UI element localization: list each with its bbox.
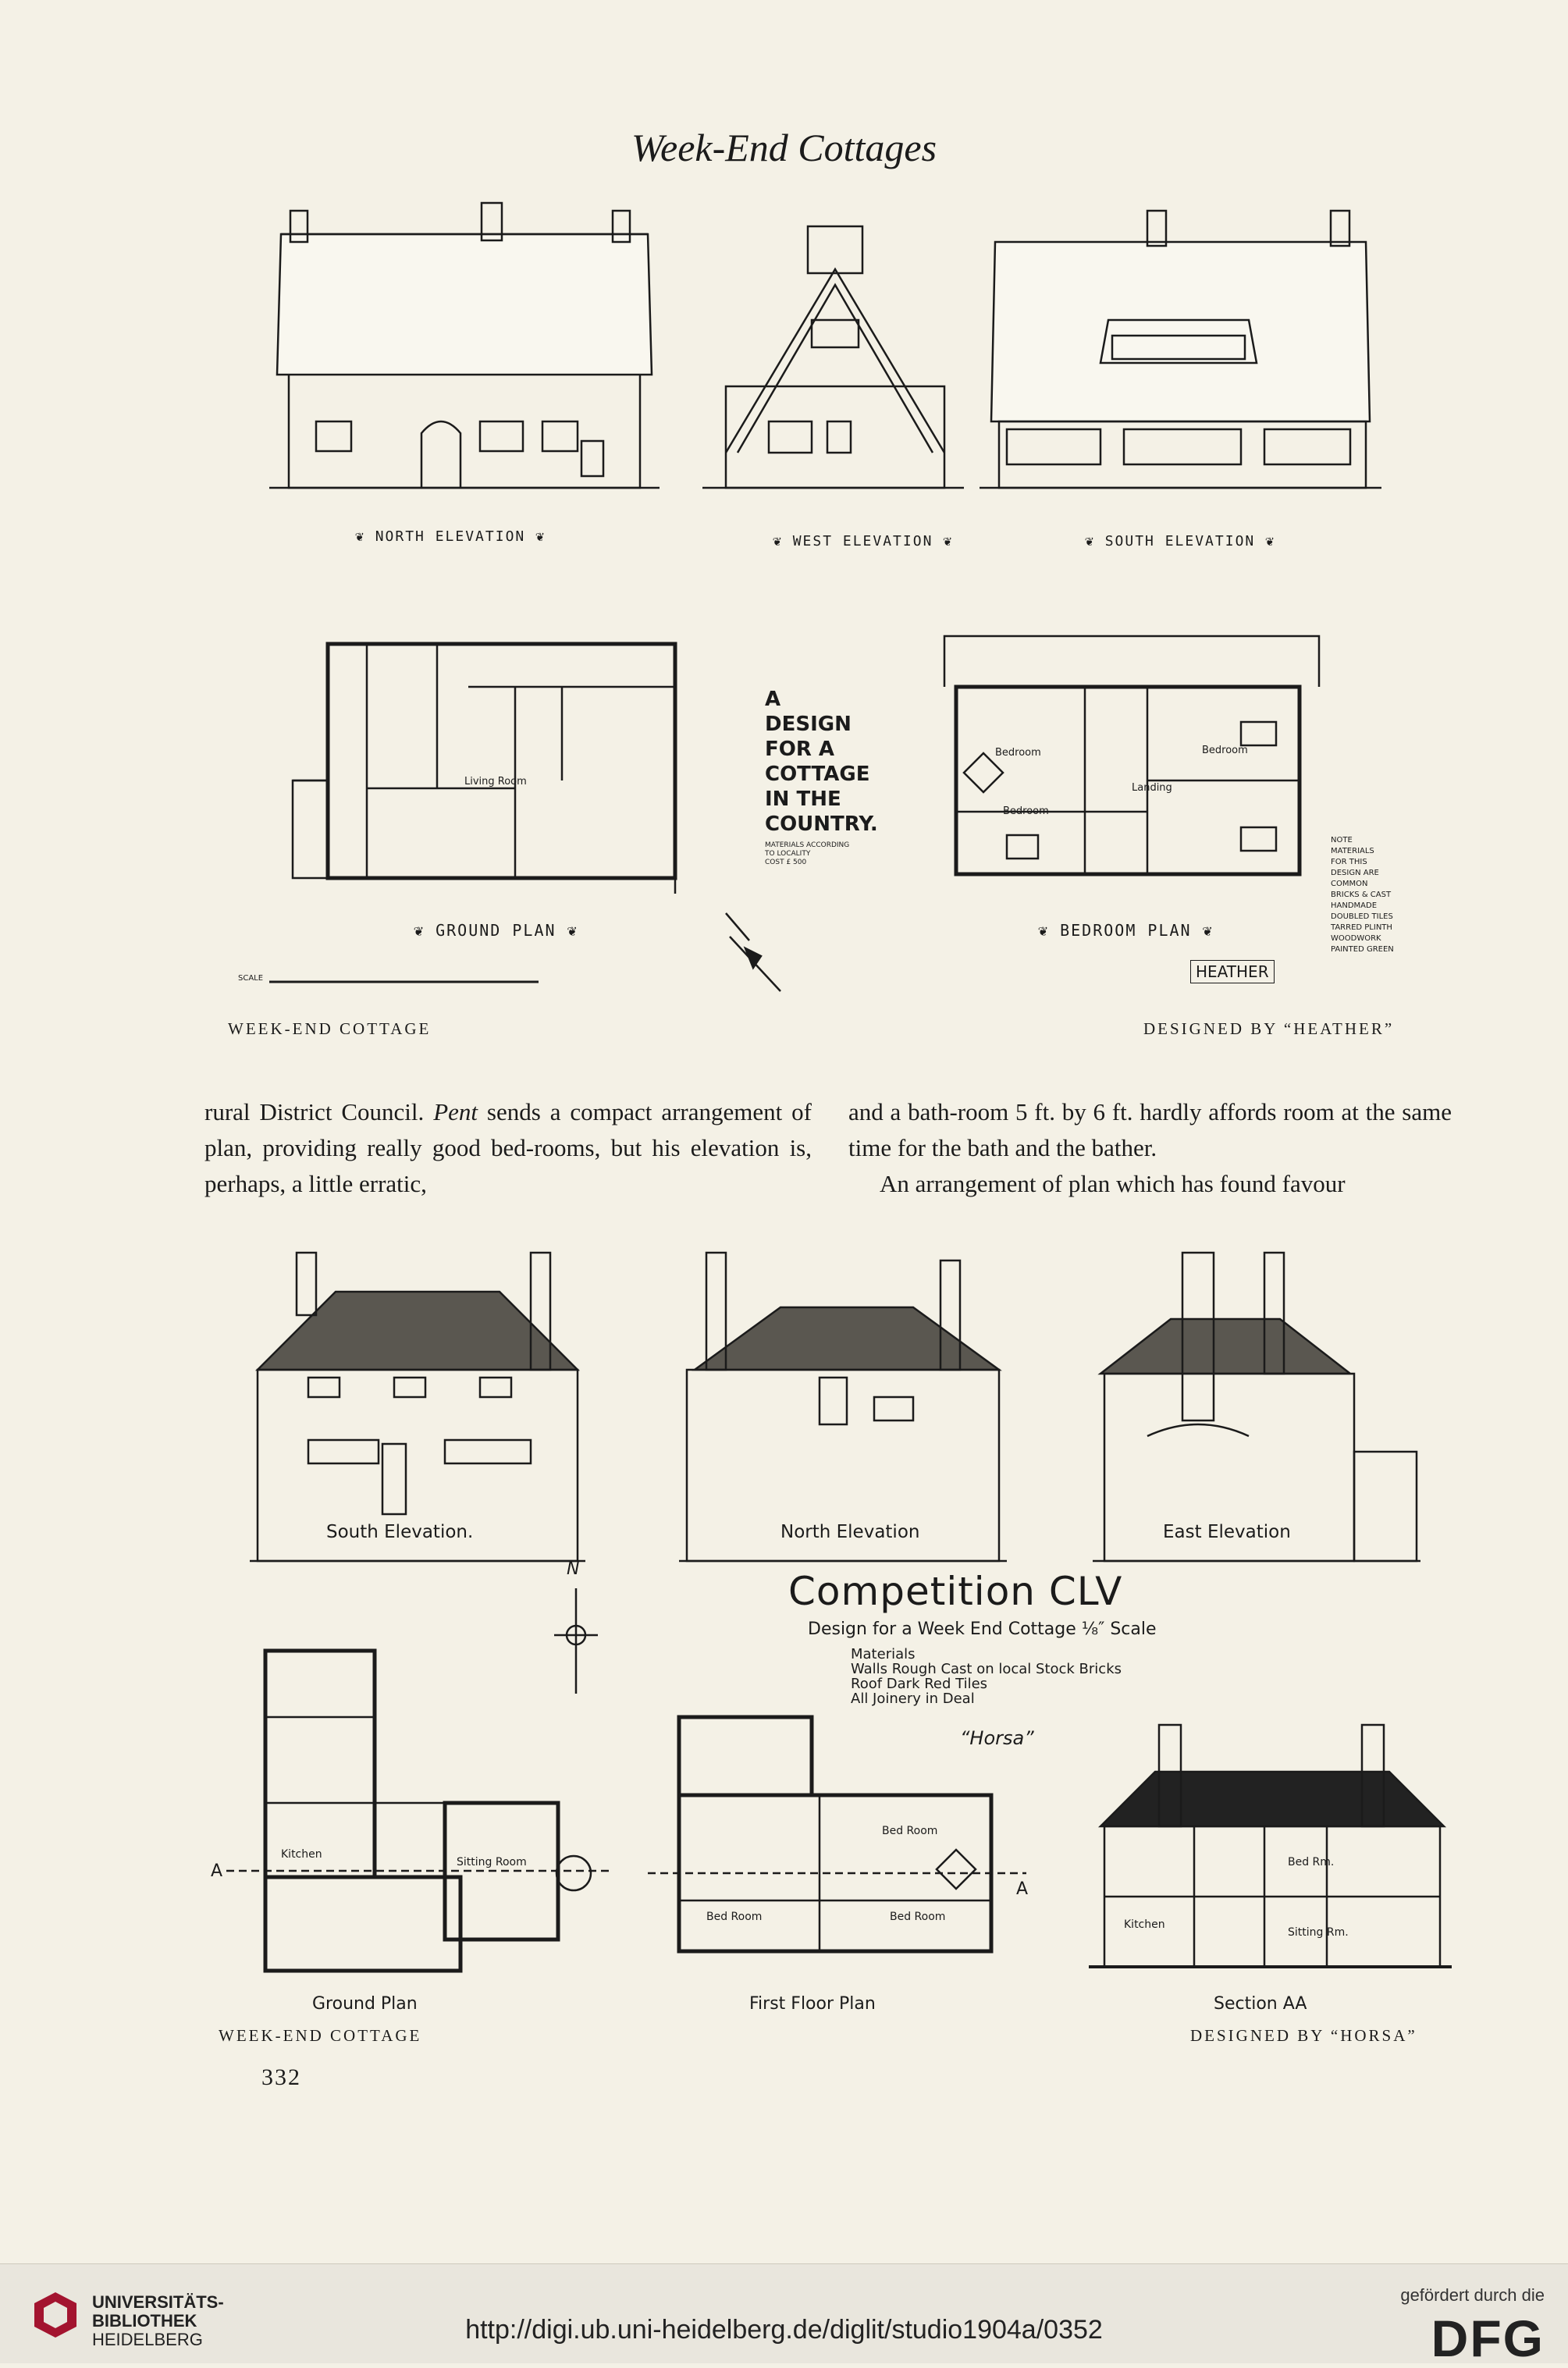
- materials-line: Materials: [851, 1646, 916, 1662]
- note-line: TARRED PLINTH: [1331, 923, 1392, 932]
- scale-label: SCALE: [238, 974, 264, 983]
- running-head: Week-End Cottages: [631, 126, 937, 169]
- section-label: Section AA: [1214, 1994, 1307, 2014]
- source-url-link[interactable]: http://digi.ub.uni-heidelberg.de/diglit/studio1904a/0352: [465, 2315, 1103, 2345]
- materials-line: Walls Rough Cast on local Stock Bricks: [851, 1661, 1122, 1677]
- top-caption-right: DESIGNED BY “HEATHER”: [1143, 1019, 1395, 1038]
- materials-line: Roof Dark Red Tiles: [851, 1676, 988, 1692]
- first-floor-plan-drawing: [648, 1717, 1029, 1951]
- east-elevation-label: East Elevation: [1163, 1522, 1291, 1542]
- south-elevation-drawing: [980, 211, 1381, 488]
- ground-plan-label: ❦ GROUND PLAN ❦: [414, 921, 578, 940]
- bottom-caption-right: DESIGNED BY “HORSA”: [1190, 2026, 1417, 2045]
- materials-line: All Joinery in Deal: [851, 1691, 975, 1707]
- title-line: COUNTRY.: [765, 812, 878, 836]
- svg-text:Bedroom: Bedroom: [1003, 805, 1049, 817]
- title-note: TO LOCALITY: [765, 850, 811, 858]
- note-line: FOR THIS: [1331, 858, 1367, 866]
- page-number: 332: [261, 2064, 301, 2090]
- north-elevation-drawing: [679, 1253, 1007, 1561]
- title-line: COTTAGE: [765, 763, 870, 786]
- ground-plan-label: Ground Plan: [312, 1994, 418, 2014]
- north-elevation-drawing: [269, 203, 660, 488]
- west-elevation-label: ❦ WEST ELEVATION ❦: [773, 533, 954, 549]
- note-line: DESIGN ARE: [1331, 869, 1379, 877]
- body-column-right: [848, 1094, 1452, 1202]
- library-name-line: BIBLIOTHEK: [92, 2311, 197, 2331]
- design-line: Design for a Week End Cottage ⅛″ Scale: [808, 1620, 1157, 1639]
- south-elevation-label: South Elevation.: [326, 1522, 474, 1542]
- competitor-name: Pent: [433, 1098, 478, 1125]
- note-line: PAINTED GREEN: [1331, 945, 1394, 954]
- compass-drawing: [726, 913, 780, 991]
- body-paragraph: rural District Council. Pent sends a compact arrangement of plan, providing really good bed-rooms, but his elevation is, perhaps, a little erratic,: [204, 1098, 812, 1197]
- top-caption-left: WEEK-END COTTAGE: [228, 1019, 432, 1038]
- north-elevation-label: North Elevation: [780, 1522, 920, 1542]
- svg-text:Bed Room: Bed Room: [882, 1825, 938, 1837]
- west-elevation-drawing: [702, 226, 964, 488]
- competition-title: Competition CLV: [788, 1569, 1123, 1614]
- svg-text:Bed Room: Bed Room: [890, 1911, 946, 1923]
- svg-text:Kitchen: Kitchen: [281, 1848, 322, 1861]
- section-marker-right: A: [1016, 1879, 1029, 1899]
- note-line: MATERIALS: [1331, 847, 1374, 855]
- bedroom-plan-label: ❦ BEDROOM PLAN ❦: [1038, 921, 1214, 940]
- section-marker-left: A: [211, 1861, 223, 1881]
- svg-text:Bedroom: Bedroom: [995, 747, 1041, 759]
- title-note: COST £ 500: [765, 859, 807, 866]
- north-arrow-drawing: [554, 1588, 598, 1694]
- note-line: HANDMADE: [1331, 901, 1378, 910]
- svg-text:Sitting Room: Sitting Room: [457, 1856, 527, 1868]
- ground-plan-drawing: [293, 644, 675, 894]
- note-line: WOODWORK: [1331, 934, 1381, 943]
- library-name-line: UNIVERSITÄTS-: [92, 2292, 224, 2312]
- title-line: IN THE: [765, 788, 841, 811]
- north-marker: N: [567, 1559, 580, 1579]
- heather-signature: HEATHER: [1190, 960, 1275, 983]
- library-name-line: HEIDELBERG: [92, 2330, 203, 2349]
- svg-text:Landing: Landing: [1132, 782, 1172, 794]
- south-elevation-label: ❦ SOUTH ELEVATION ❦: [1085, 533, 1275, 549]
- svg-text:Bedroom: Bedroom: [1202, 745, 1248, 756]
- note-line: DOUBLED TILES: [1331, 912, 1393, 921]
- first-floor-plan-label: First Floor Plan: [749, 1994, 876, 2014]
- dfg-logo: DFG: [1431, 2309, 1545, 2367]
- body-paragraph: An arrangement of plan which has found favour: [880, 1170, 1346, 1197]
- title-note: MATERIALS ACCORDING: [765, 841, 850, 849]
- funded-by-text: gefördert durch die: [1400, 2285, 1545, 2305]
- east-elevation-drawing: [1093, 1253, 1420, 1561]
- viewer-footer: [0, 2263, 1568, 2363]
- svg-text:Kitchen: Kitchen: [1124, 1918, 1165, 1931]
- note-line: NOTE: [1331, 836, 1353, 844]
- body-paragraph: and a bath-room 5 ft. by 6 ft. hardly affords room at the same time for the bath and the bather.: [848, 1098, 1452, 1161]
- svg-text:Bed Room: Bed Room: [706, 1911, 763, 1923]
- svg-text:Living Room: Living Room: [464, 776, 527, 788]
- note-line: COMMON: [1331, 880, 1368, 888]
- south-elevation-drawing: [250, 1253, 585, 1561]
- bottom-caption-left: WEEK-END COTTAGE: [219, 2026, 422, 2045]
- svg-text:Bed Rm.: Bed Rm.: [1288, 1856, 1335, 1868]
- materials-block: [851, 1647, 1122, 1706]
- title-line: A DESIGN: [765, 688, 852, 736]
- materials-note: [1331, 835, 1394, 955]
- title-line: FOR A: [765, 738, 835, 761]
- note-line: BRICKS & CAST: [1331, 891, 1392, 899]
- svg-text:Sitting Rm.: Sitting Rm.: [1288, 1926, 1349, 1939]
- bottom-plate-drawings: [0, 1233, 1568, 2100]
- north-elevation-label: ❦ NORTH ELEVATION ❦: [355, 528, 546, 545]
- motto: “Horsa”: [960, 1727, 1034, 1749]
- design-title-block: [765, 687, 878, 867]
- ground-plan-drawing: [226, 1651, 609, 1971]
- body-column-left: [204, 1094, 812, 1202]
